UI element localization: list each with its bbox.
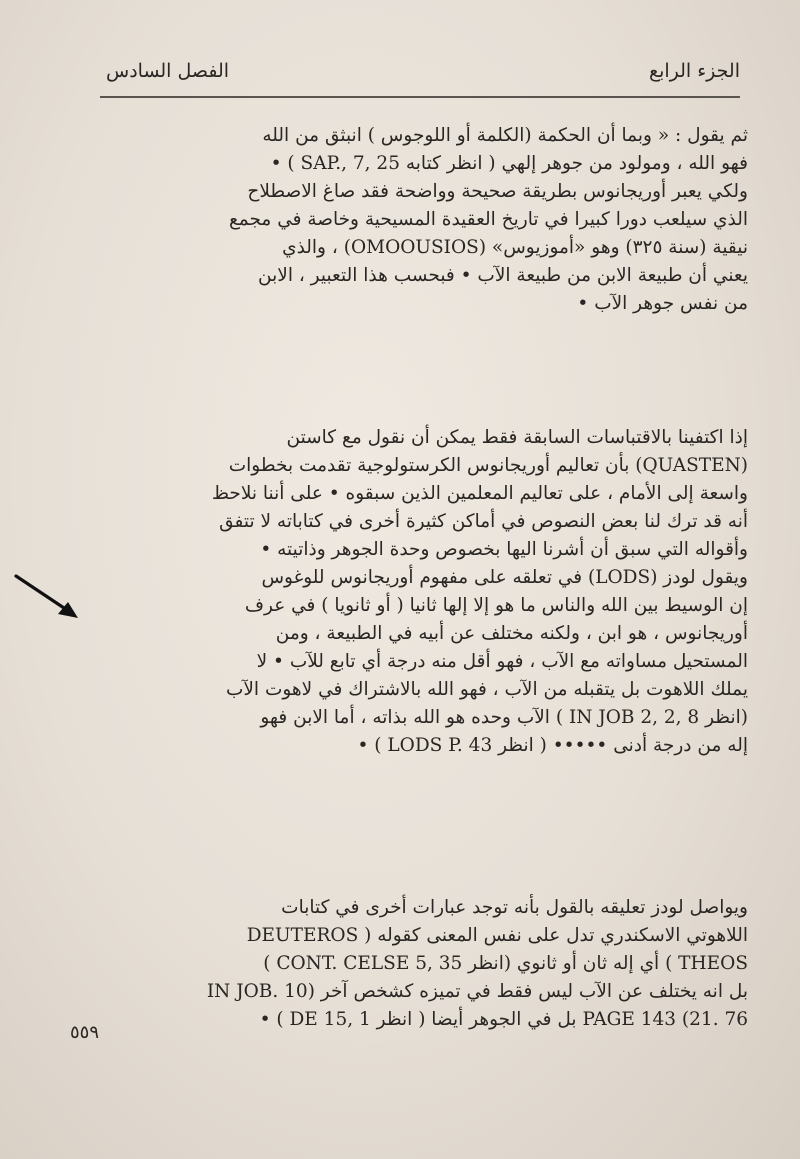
running-header (100, 60, 740, 98)
paragraph-3 (88, 894, 748, 1034)
text-line: أنه قد ترك لنا بعض النصوص في أماكن كثيرة أخرى في كتاباته لا تتفق (219, 511, 748, 532)
text-line: ولكي يعبر أوريجانوس بطريقة صحيحة وواضحة فقد صاغ الاصطلاح (247, 181, 748, 202)
text-line: ويقول لودز (LODS) في تعلقه على مفهوم أوريجانوس للوغوس (261, 567, 748, 588)
text-line: فهو الله ، ومولود من جوهر إلهي ( انظر كتابه SAP., 7, 25 ) • (270, 153, 748, 174)
text-line: إن الوسيط بين الله والناس ما هو إلا إلها ثانيا ( أو ثانويا ) في عرف (244, 595, 748, 616)
text-line: وأقواله التي سبق أن أشرنا اليها بخصوص وحدة الجوهر وذاتيته • (260, 539, 748, 560)
paragraph-1 (88, 122, 748, 318)
text-line: أوريجانوس ، هو ابن ، ولكنه مختلف عن أبيه في الطبيعة ، ومن (275, 623, 748, 644)
page-number: ٥٥٩ (70, 1022, 100, 1043)
text-line: واسعة إلى الأمام ، على تعاليم المعلمين الذين سبقوه • على أننا نلاحظ (211, 483, 748, 504)
text-line: يعني أن طبيعة الابن من طبيعة الآب • فبحسب هذا التعبير ، الابن (258, 265, 748, 286)
text-line: من نفس جوهر الآب • (577, 293, 748, 314)
text-line: (انظر IN JOB 2, 2, 8 ) الآب وحده هو الله بذاته ، أما الابن فهو (260, 707, 748, 728)
text-line: يملك اللاهوت بل يتقبله من الآب ، فهو الله بالاشتراك في لاهوت الآب (225, 679, 748, 700)
text-line: اللاهوتي الاسكندري تدل على نفس المعنى كقوله ( DEUTEROS (246, 925, 748, 946)
paragraph-2 (88, 424, 748, 760)
text-line: إله من درجة أدنى ••••• ( انظر LODS P. 43 ) • (357, 735, 748, 756)
text-line: ثم يقول : « وبما أن الحكمة (الكلمة أو اللوجوس ) انبثق من الله (262, 125, 748, 146)
text-line: نيقية (سنة ٣٢٥) وهو «أموزيوس» (OMOOUSIOS) ، والذي (282, 237, 748, 258)
text-line: (QUASTEN) بأن تعاليم أوريجانوس الكرستولوجية تقدمت بخطوات (228, 455, 748, 476)
arrow-icon (12, 572, 82, 622)
text-line: THEOS ) أي إله ثان أو ثانوي (انظر CONT. CELSE 5, 35 ) (263, 953, 748, 974)
text-line: ويواصل لودز تعليقه بالقول بأنه توجد عبارات أخرى في كتابات (281, 897, 748, 918)
text-line: 76 .PAGE 143 (21 بل في الجوهر أيضا ( انظر DE 15, 1 ) • (259, 1009, 748, 1030)
header-part-title: الجزء الرابع (648, 60, 740, 82)
header-chapter-title: الفصل السادس (106, 60, 230, 82)
text-line: المستحيل مساواته مع الآب ، فهو أقل منه درجة أي تابع للآب • لا (256, 651, 748, 672)
text-line: الذي سيلعب دورا كبيرا في تاريخ العقيدة المسيحية وخاصة في مجمع (228, 209, 748, 230)
text-line: بل انه يختلف عن الآب ليس فقط في تميزه كشخص آخر (IN JOB. 10 (206, 981, 748, 1002)
text-line: إذا اكتفينا بالاقتباسات السابقة فقط يمكن أن نقول مع كاستن (286, 427, 748, 448)
